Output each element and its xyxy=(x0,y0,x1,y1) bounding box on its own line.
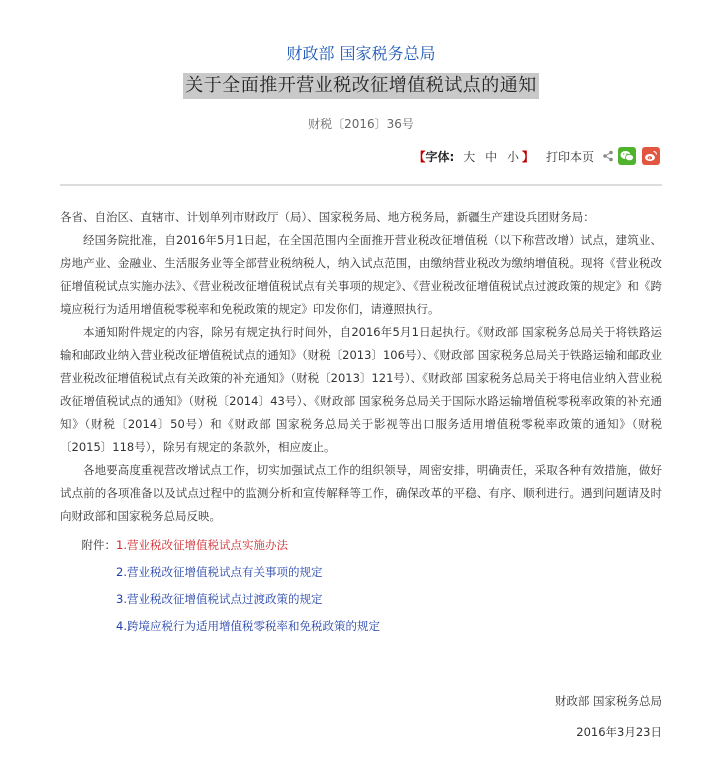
weibo-icon[interactable] xyxy=(642,147,660,165)
attachment-row xyxy=(60,586,662,613)
attachment-row xyxy=(60,559,662,586)
body-paragraph: 各地要高度重视营改增试点工作，切实加强试点工作的组织领导，周密安排，明确责任，采取各种有效措施，做好试点前的各项准备以及试点过程中的监测分析和宣传解释等工作，确保改革的平稳、有序、顺利进行。遇到问题请及时向财政部和国家税务总局反映。 xyxy=(60,463,662,523)
attachment-link-1[interactable]: 1.营业税改征增值税试点实施办法 xyxy=(116,538,288,552)
document-body xyxy=(60,206,662,640)
print-page-link[interactable]: 打印本页 xyxy=(545,149,594,164)
attachment-link-3[interactable]: 3.营业税改征增值税试点过渡政策的规定 xyxy=(116,592,323,606)
font-size-small-button[interactable]: 小 xyxy=(506,149,519,164)
attachment-link-2[interactable]: 2.营业税改征增值税试点有关事项的规定 xyxy=(116,565,323,579)
header-divider xyxy=(60,184,662,186)
font-size-options xyxy=(460,148,522,165)
title-wrapper xyxy=(0,73,722,99)
share-icon[interactable] xyxy=(602,150,614,162)
attachments-label: 附件： xyxy=(81,538,116,552)
article-toolbar xyxy=(413,144,660,168)
signature-block xyxy=(555,690,662,744)
document-number: 财税〔2016〕36号 xyxy=(308,117,414,131)
font-size-medium-button[interactable]: 中 xyxy=(485,149,498,164)
bracket-open: 【 xyxy=(413,149,426,164)
wechat-icon[interactable] xyxy=(618,147,636,165)
font-size-label: 字体: xyxy=(425,149,455,164)
body-paragraph: 本通知附件规定的内容，除另有规定执行时间外，自2016年5月1日起执行。《财政部 国家税务总局关于将铁路运输和邮政业纳入营业税改征增值税试点的通知》（财税〔2013〕106号）、《财政部 国家税务总局关于铁路运输和邮政业营业税改征增值税试点有关政策的补充通知》（财税〔2013〕121号）、《财政部 国家税务总局关于将电信业纳入营业税改征增值税试点的通知》（财税〔2014〕43号）、《财政部 国家税务总局关于国际水路运输增值税零税率政策的补充通知》（财税〔2014〕50号）和《财政部 国家税务总局关于影视等出口服务适用增值税零税率政策的通知》（财税〔2015〕118号），除另有规定的条款外，相应废止。 xyxy=(60,325,662,454)
attachment-link-4[interactable]: 4.跨境应税行为适用增值税零税率和免税政策的规定 xyxy=(116,619,380,633)
font-size-large-button[interactable]: 大 xyxy=(463,149,476,164)
signature-issuer: 财政部 国家税务总局 xyxy=(554,694,662,708)
attachment-row xyxy=(60,532,662,559)
issuer-heading: 财政部 国家税务总局 xyxy=(286,44,436,63)
body-paragraph: 经国务院批准，自2016年5月1日起，在全国范围内全面推开营业税改征增值税（以下称营改增）试点，建筑业、房地产业、金融业、生活服务业等全部营业税纳税人，纳入试点范围，由缴纳营业税改为缴纳增值税。现将《营业税改征增值税试点实施办法》、《营业税改征增值税试点有关事项的规定》、《营业税改征增值税试点过渡政策的规定》和《跨境应税行为适用增值税零税率和免税政策的规定》印发你们，请遵照执行。 xyxy=(60,233,662,316)
salutation: 各省、自治区、直辖市、计划单列市财政厅（局）、国家税务局、地方税务局，新疆生产建设兵团财务局： xyxy=(60,210,595,224)
bracket-close: 】 xyxy=(521,149,534,164)
attachment-row xyxy=(60,613,662,640)
page-title: 关于全面推开营业税改征增值税试点的通知 xyxy=(183,73,539,99)
signature-date: 2016年3月23日 xyxy=(576,725,662,739)
